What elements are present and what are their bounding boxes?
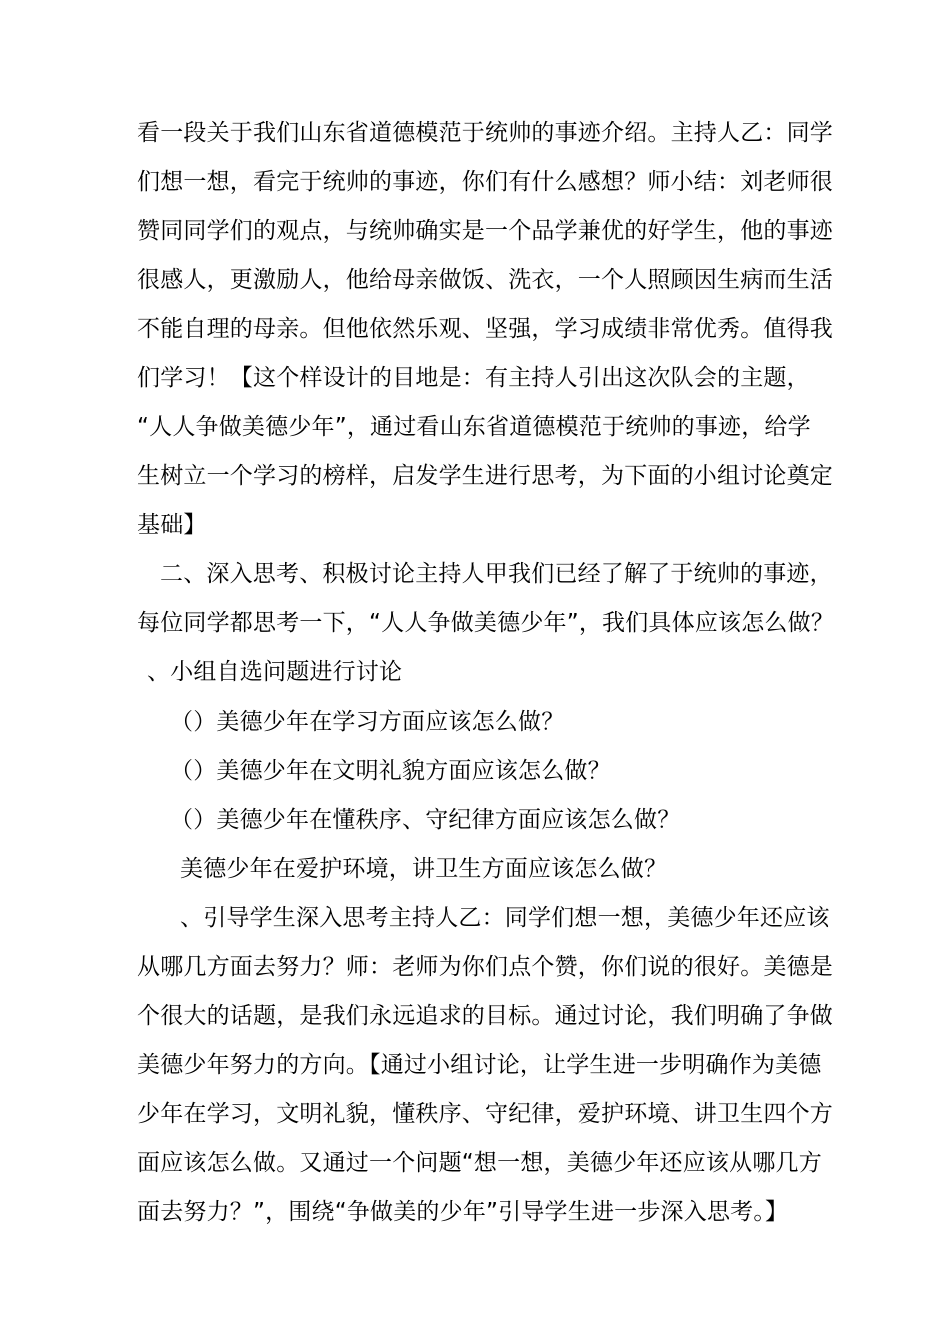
- text-line-6: 们学习！【这个样设计的目地是：有主持人引出这次队会的主题，: [137, 365, 810, 391]
- section-heading-line: 二、深入思考、积极讨论主持人甲我们已经了解了于统帅的事迹，: [160, 561, 833, 587]
- list-item-3: （）美德少年在懂秩序、守纪律方面应该怎么做？: [170, 807, 681, 833]
- text-line-1: 看一段关于我们山东省道德模范于统帅的事迹介绍。主持人乙：同学: [137, 120, 833, 146]
- text-line-5: 不能自理的母亲。但他依然乐观、坚强，学习成绩非常优秀。值得我: [137, 316, 833, 342]
- text-line-9: 基础】: [137, 512, 207, 538]
- text-line-21: 少年在学习，文明礼貌，懂秩序、守纪律，爱护环境、讲卫生四个方: [137, 1101, 833, 1127]
- text-line-17: 、引导学生深入思考主持人乙：同学们想一想，美德少年还应该: [180, 905, 830, 931]
- text-line-23: 面去努力？”，围绕“争做美的少年”引导学生进一步深入思考。】: [137, 1199, 789, 1225]
- text-line-18: 从哪几方面去努力？师：老师为你们点个赞，你们说的很好。美德是: [137, 954, 833, 980]
- text-line-19: 个很大的话题，是我们永远追求的目标。通过讨论，我们明确了争做: [137, 1003, 833, 1029]
- text-line-20: 美德少年努力的方向。【通过小组讨论，让学生进一步明确作为美德: [137, 1052, 822, 1078]
- list-item-2: （）美德少年在文明礼貌方面应该怎么做？: [170, 758, 611, 784]
- text-line-11: 每位同学都思考一下，“人人争做美德少年”，我们具体应该怎么做？: [137, 610, 835, 636]
- text-line-7: “人人争做美德少年”，通过看山东省道德模范于统帅的事迹，给学: [137, 414, 811, 440]
- text-line-2: 们想一想，看完于统帅的事迹，你们有什么感想？师小结：刘老师很: [137, 169, 833, 195]
- list-heading-line: 、小组自选问题进行讨论: [147, 659, 403, 685]
- list-item-1: （）美德少年在学习方面应该怎么做？: [170, 709, 565, 735]
- text-line-22: 面应该怎么做。又通过一个问题“想一想，美德少年还应该从哪几方: [137, 1150, 822, 1176]
- text-line-3: 赞同同学们的观点，与统帅确实是一个品学兼优的好学生，他的事迹: [137, 218, 833, 244]
- list-item-4: 美德少年在爱护环境，讲卫生方面应该怎么做？: [180, 856, 668, 882]
- text-line-8: 生树立一个学习的榜样，启发学生进行思考，为下面的小组讨论奠定: [137, 463, 833, 489]
- text-line-4: 很感人，更激励人，他给母亲做饭、洗衣，一个人照顾因生病而生活: [137, 267, 833, 293]
